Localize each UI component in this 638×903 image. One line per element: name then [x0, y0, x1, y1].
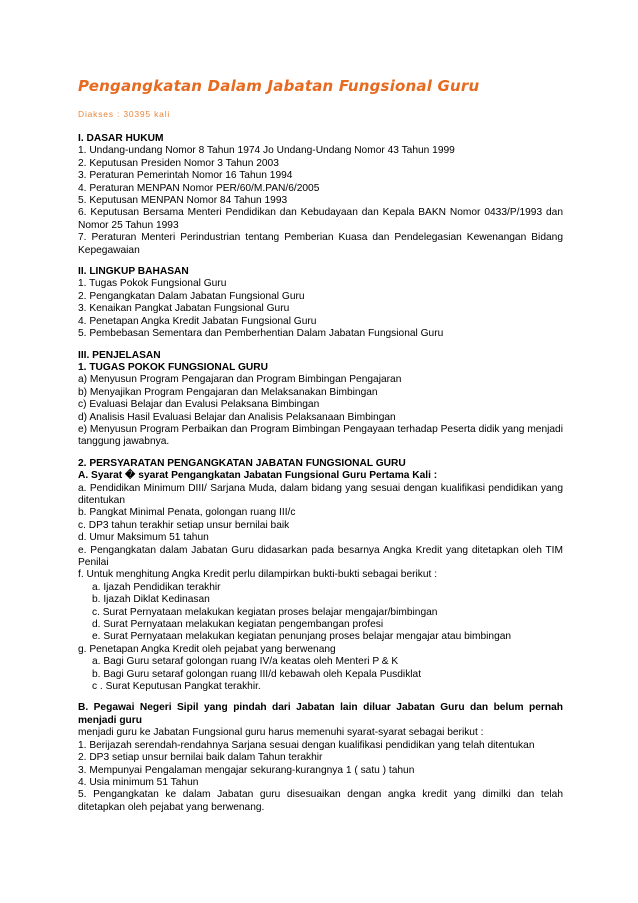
- article-title: Pengangkatan Dalam Jabatan Fungsional Guru: [78, 77, 480, 95]
- list-item: c. DP3 tahun terakhir setiap unsur bernilai baik: [78, 519, 290, 531]
- list-item: d) Analisis Hasil Evaluasi Belajar dan Analisis Pelaksanaan Bimbingan: [78, 411, 396, 423]
- list-item: 4. Usia minimum 51 Tahun: [78, 776, 199, 788]
- list-item: f. Untuk menghitung Angka Kredit perlu dilampirkan bukti-bukti sebagai berikut :: [78, 569, 438, 581]
- list-item: c) Evaluasi Belajar dan Evalusi Pelaksana Bimbingan: [78, 399, 320, 411]
- list-subitem: b. Ijazah Diklat Kedinasan: [92, 594, 210, 606]
- list-item: 2. Pengangkatan Dalam Jabatan Fungsional Guru: [78, 290, 305, 302]
- section-heading: I. DASAR HUKUM: [78, 133, 164, 144]
- hit-counter: Diakses : 30395 kali: [78, 109, 171, 119]
- subsection-heading: A. Syarat � syarat Pengangkatan Jabatan Fungsional Guru Pertama Kali :: [78, 470, 438, 482]
- list-item: g. Penetapan Angka Kredit oleh pejabat yang berwenang: [78, 643, 336, 655]
- list-item: 3. Kenaikan Pangkat Jabatan Fungsional Guru: [78, 303, 290, 315]
- list-item: e) Menyusun Program Perbaikan dan Program Bimbingan Pengayaan terhadap Peserta didik yang menjadi tanggung jawabnya.: [78, 423, 563, 448]
- list-item: 4. Penetapan Angka Kredit Jabatan Fungsional Guru: [78, 315, 317, 327]
- list-subitem: b. Bagi Guru setaraf golongan ruang III/d kebawah oleh Kepala Pusdiklat: [92, 668, 422, 680]
- list-item: d. Umur Maksimum 51 tahun: [78, 532, 209, 544]
- list-item: a. Pendidikan Minimum DIII/ Sarjana Muda, dalam bidang yang sesuai dengan kualifikasi pendidikan yang ditentukan: [78, 482, 563, 506]
- section-heading: II. LINGKUP BAHASAN: [78, 266, 189, 278]
- list-item: 1. Tugas Pokok Fungsional Guru: [78, 278, 227, 290]
- list-subitem: a. Bagi Guru setaraf golongan ruang IV/a keatas oleh Menteri P & K: [92, 656, 399, 668]
- list-item: 5. Pengangkatan ke dalam Jabatan guru disesuaikan dengan angka kredit yang dimilki dan telah ditetapkan oleh pejabat yang berwenang.: [78, 789, 563, 813]
- list-item: 3. Mempunyai Pengalaman mengajar sekurang-kurangnya 1 ( satu ) tahun: [78, 764, 415, 776]
- list-item: b. Pangkat Minimal Penata, golongan ruang III/c: [78, 507, 296, 519]
- list-item: 5. Keputusan MENPAN Nomor 84 Tahun 1993: [78, 195, 288, 207]
- list-item: 5. Pembebasan Sementara dan Pemberhentian Dalam Jabatan Fungsional Guru: [78, 328, 444, 340]
- list-item: 1. Undang-undang Nomor 8 Tahun 1974 Jo Undang-Undang Nomor 43 Tahun 1999: [78, 145, 455, 157]
- paragraph: menjadi guru ke Jabatan Fungsional guru harus memenuhi syarat-syarat sebagai berikut :: [78, 727, 484, 739]
- subsection-heading: 2. PERSYARATAN PENGANGKATAN JABATAN FUNGSIONAL GURU: [78, 457, 406, 469]
- list-item: 6. Keputusan Bersama Menteri Pendidikan dan Kebudayaan dan Kepala BAKN Nomor 0433/P/1993 dan Nomor 25 Tahun 1993: [78, 207, 563, 231]
- list-subitem: c. Surat Pernyataan melakukan kegiatan proses belajar mengajar/bimbingan: [92, 606, 438, 618]
- list-item: b) Menyajikan Program Pengajaran dan Melaksanakan Bimbingan: [78, 386, 378, 398]
- list-item: a) Menyusun Program Pengajaran dan Program Bimbingan Pengajaran: [78, 374, 402, 386]
- list-item: 2. DP3 setiap unsur bernilai baik dalam Tahun terakhir: [78, 752, 323, 764]
- subsection-heading: B. Pegawai Negeri Sipil yang pindah dari Jabatan lain diluar Jabatan Guru dan belum pernah menjadi guru: [78, 702, 563, 726]
- section-heading: III. PENJELASAN: [78, 349, 161, 361]
- list-item: e. Pengangkatan dalam Jabatan Guru didasarkan pada besarnya Angka Kredit yang ditetapkan oleh TIM Penilai: [78, 544, 563, 568]
- list-item: 4. Peraturan MENPAN Nomor PER/60/M.PAN/6/2005: [78, 182, 320, 194]
- subsection-heading: 1. TUGAS POKOK FUNGSIONAL GURU: [78, 361, 268, 373]
- list-subitem: d. Surat Pernyataan melakukan kegiatan pengembangan profesi: [92, 619, 384, 631]
- list-item: 3. Peraturan Pemerintah Nomor 16 Tahun 1994: [78, 170, 293, 182]
- article-body: [78, 133, 563, 814]
- list-item: 7. Peraturan Menteri Perindustrian tentang Pemberian Kuasa dan Pendelegasian Kewenangan Bidang Kepegawaian: [78, 232, 563, 256]
- list-subitem: e. Surat Pernyataan melakukan kegiatan penunjang proses belajar mengajar atau bimbingan: [92, 631, 512, 643]
- list-item: 2. Keputusan Presiden Nomor 3 Tahun 2003: [78, 157, 279, 169]
- list-item: 1. Berijazah serendah-rendahnya Sarjana sesuai dengan kualifikasi pendidikan yang telah ditentukan: [78, 739, 535, 751]
- list-subitem: a. Ijazah Pendidikan terakhir: [92, 581, 221, 593]
- list-subitem: c . Surat Keputusan Pangkat terakhir.: [92, 681, 261, 693]
